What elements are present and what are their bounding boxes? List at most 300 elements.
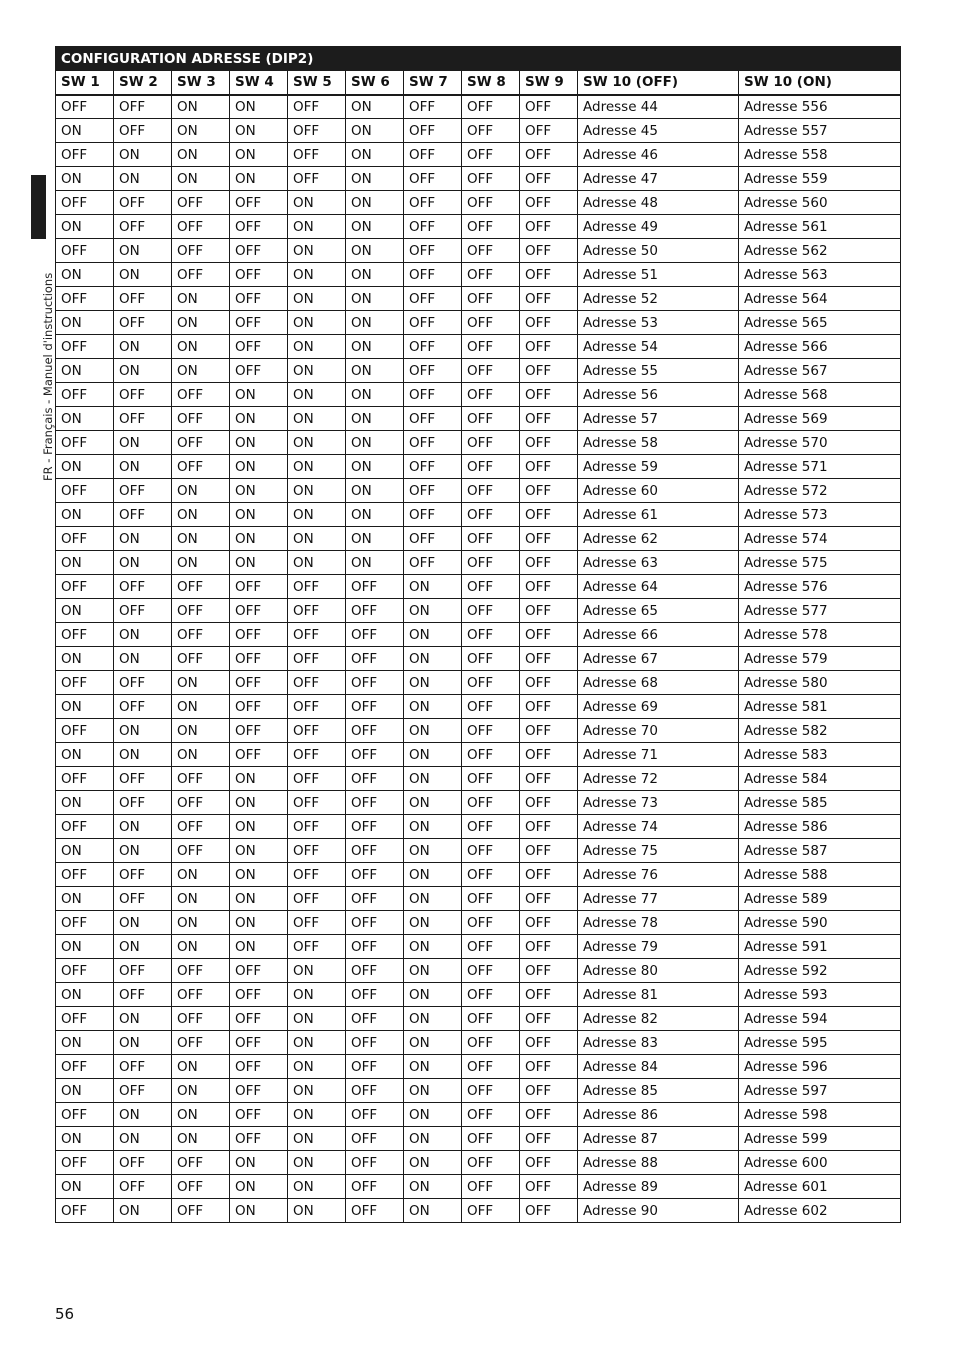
table-cell: OFF (404, 479, 462, 503)
table-cell: ON (288, 407, 346, 431)
table-cell: ON (114, 263, 172, 287)
table-cell: ON (56, 695, 114, 719)
table-cell: ON (288, 1007, 346, 1031)
table-cell: Adresse 53 (578, 311, 739, 335)
table-cell: Adresse 82 (578, 1007, 739, 1031)
table-cell: ON (404, 935, 462, 959)
table-cell: Adresse 58 (578, 431, 739, 455)
column-header: SW 1 (56, 71, 114, 95)
table-cell: OFF (230, 719, 288, 743)
table-cell: ON (172, 551, 230, 575)
table-row (56, 143, 901, 167)
table-row (56, 911, 901, 935)
table-cell: OFF (346, 863, 404, 887)
table-cell: ON (230, 887, 288, 911)
table-cell: OFF (230, 575, 288, 599)
table-row (56, 935, 901, 959)
table-cell: OFF (462, 935, 520, 959)
table-cell: ON (288, 1151, 346, 1175)
table-cell: OFF (230, 215, 288, 239)
table-cell: OFF (462, 95, 520, 119)
table-cell: OFF (462, 887, 520, 911)
table-cell: OFF (462, 503, 520, 527)
table-cell: ON (404, 1127, 462, 1151)
table-cell: ON (404, 863, 462, 887)
table-cell: OFF (172, 1007, 230, 1031)
table-cell: ON (172, 911, 230, 935)
table-cell: Adresse 68 (578, 671, 739, 695)
table-cell: OFF (230, 287, 288, 311)
table-cell: ON (230, 839, 288, 863)
table-cell: ON (172, 311, 230, 335)
table-cell: Adresse 599 (739, 1127, 901, 1151)
table-cell: OFF (462, 719, 520, 743)
table-cell: OFF (114, 1175, 172, 1199)
table-cell: OFF (520, 263, 578, 287)
table-cell: OFF (520, 623, 578, 647)
table-cell: Adresse 587 (739, 839, 901, 863)
table-cell: OFF (520, 1055, 578, 1079)
table-cell: OFF (56, 479, 114, 503)
table-cell: Adresse 62 (578, 527, 739, 551)
table-cell: Adresse 579 (739, 647, 901, 671)
table-cell: ON (346, 359, 404, 383)
table-cell: OFF (172, 191, 230, 215)
table-cell: OFF (230, 743, 288, 767)
table-cell: ON (56, 215, 114, 239)
table-cell: ON (230, 551, 288, 575)
table-cell: ON (288, 1103, 346, 1127)
table-cell: OFF (462, 1199, 520, 1223)
table-cell: Adresse 557 (739, 119, 901, 143)
table-cell: OFF (288, 887, 346, 911)
table-cell: ON (56, 503, 114, 527)
table-cell: OFF (520, 383, 578, 407)
table-cell: Adresse 589 (739, 887, 901, 911)
table-cell: OFF (114, 767, 172, 791)
table-cell: ON (172, 935, 230, 959)
table-cell: ON (172, 743, 230, 767)
table-cell: OFF (288, 719, 346, 743)
table-row (56, 1151, 901, 1175)
table-cell: ON (230, 935, 288, 959)
table-cell: ON (114, 719, 172, 743)
table-cell: OFF (288, 119, 346, 143)
table-cell: Adresse 578 (739, 623, 901, 647)
table-cell: OFF (404, 287, 462, 311)
table-cell: Adresse 572 (739, 479, 901, 503)
table-cell: ON (230, 431, 288, 455)
table-cell: OFF (114, 863, 172, 887)
table-cell: Adresse 47 (578, 167, 739, 191)
table-cell: ON (56, 1127, 114, 1151)
table-cell: OFF (346, 887, 404, 911)
table-cell: OFF (520, 1175, 578, 1199)
table-cell: ON (288, 1127, 346, 1151)
column-header: SW 10 (ON) (739, 71, 901, 95)
table-cell: OFF (288, 575, 346, 599)
table-cell: OFF (114, 383, 172, 407)
table-cell: OFF (404, 551, 462, 575)
table-cell: OFF (346, 1007, 404, 1031)
table-cell: ON (56, 791, 114, 815)
table-cell: Adresse 51 (578, 263, 739, 287)
table-cell: OFF (56, 623, 114, 647)
table-row (56, 1031, 901, 1055)
table-cell: OFF (520, 1079, 578, 1103)
table-cell: Adresse 583 (739, 743, 901, 767)
column-header: SW 4 (230, 71, 288, 95)
table-cell: ON (230, 767, 288, 791)
table-cell: OFF (520, 95, 578, 119)
table-cell: OFF (56, 431, 114, 455)
table-cell: ON (114, 335, 172, 359)
table-cell: OFF (56, 575, 114, 599)
table-title: CONFIGURATION ADRESSE (DIP2) (56, 47, 901, 71)
table-cell: OFF (114, 695, 172, 719)
table-cell: OFF (56, 1055, 114, 1079)
table-cell: OFF (230, 263, 288, 287)
table-row (56, 263, 901, 287)
table-cell: OFF (172, 623, 230, 647)
table-cell: ON (346, 479, 404, 503)
table-cell: OFF (462, 599, 520, 623)
table-cell: OFF (230, 239, 288, 263)
table-cell: ON (172, 335, 230, 359)
table-cell: OFF (172, 455, 230, 479)
table-cell: OFF (520, 1127, 578, 1151)
table-cell: OFF (288, 815, 346, 839)
table-cell: OFF (288, 767, 346, 791)
table-cell: OFF (404, 359, 462, 383)
table-cell: Adresse 590 (739, 911, 901, 935)
table-cell: ON (114, 815, 172, 839)
table-cell: OFF (230, 599, 288, 623)
table-cell: ON (230, 455, 288, 479)
table-cell: ON (114, 1031, 172, 1055)
table-cell: OFF (172, 647, 230, 671)
table-cell: ON (404, 839, 462, 863)
table-cell: OFF (172, 575, 230, 599)
table-cell: OFF (56, 1199, 114, 1223)
table-cell: Adresse 602 (739, 1199, 901, 1223)
table-cell: OFF (172, 1031, 230, 1055)
table-cell: ON (346, 455, 404, 479)
table-cell: OFF (462, 359, 520, 383)
table-cell: OFF (230, 959, 288, 983)
table-cell: ON (172, 119, 230, 143)
table-cell: ON (56, 311, 114, 335)
table-cell: OFF (288, 791, 346, 815)
table-cell: ON (404, 815, 462, 839)
table-cell: OFF (520, 767, 578, 791)
table-cell: Adresse 594 (739, 1007, 901, 1031)
table-row (56, 167, 901, 191)
table-cell: ON (56, 359, 114, 383)
table-cell: OFF (230, 695, 288, 719)
table-cell: OFF (462, 527, 520, 551)
table-cell: OFF (288, 911, 346, 935)
table-cell: ON (404, 1199, 462, 1223)
table-cell: OFF (520, 287, 578, 311)
table-cell: OFF (462, 335, 520, 359)
table-cell: OFF (114, 215, 172, 239)
table-cell: ON (288, 1031, 346, 1055)
table-cell: OFF (520, 671, 578, 695)
table-cell: OFF (520, 1031, 578, 1055)
table-cell: OFF (56, 719, 114, 743)
table-cell: ON (346, 431, 404, 455)
table-cell: OFF (230, 623, 288, 647)
table-cell: ON (288, 239, 346, 263)
table-cell: OFF (404, 215, 462, 239)
table-cell: ON (288, 1175, 346, 1199)
table-cell: OFF (346, 647, 404, 671)
table-cell: ON (230, 815, 288, 839)
table-cell: OFF (56, 959, 114, 983)
table-cell: Adresse 75 (578, 839, 739, 863)
table-cell: OFF (230, 1055, 288, 1079)
table-cell: ON (230, 383, 288, 407)
table-cell: Adresse 568 (739, 383, 901, 407)
table-cell: OFF (56, 767, 114, 791)
table-cell: OFF (346, 959, 404, 983)
table-cell: ON (230, 479, 288, 503)
table-cell: OFF (172, 959, 230, 983)
table-cell: OFF (288, 623, 346, 647)
table-cell: ON (56, 1079, 114, 1103)
table-cell: OFF (172, 599, 230, 623)
table-cell: OFF (462, 1007, 520, 1031)
table-cell: ON (114, 239, 172, 263)
table-cell: Adresse 44 (578, 95, 739, 119)
table-cell: OFF (462, 647, 520, 671)
table-cell: ON (56, 647, 114, 671)
table-cell: OFF (230, 1007, 288, 1031)
table-cell: OFF (520, 479, 578, 503)
table-row (56, 359, 901, 383)
table-cell: ON (346, 95, 404, 119)
table-cell: OFF (56, 815, 114, 839)
table-cell: OFF (520, 815, 578, 839)
table-cell: OFF (404, 143, 462, 167)
table-cell: OFF (520, 695, 578, 719)
table-cell: OFF (520, 527, 578, 551)
table-row (56, 815, 901, 839)
table-row (56, 551, 901, 575)
table-cell: OFF (346, 575, 404, 599)
table-cell: ON (404, 743, 462, 767)
table-row (56, 863, 901, 887)
table-row (56, 527, 901, 551)
table-cell: ON (56, 743, 114, 767)
table-cell: OFF (288, 695, 346, 719)
table-cell: ON (346, 263, 404, 287)
table-row (56, 623, 901, 647)
table-cell: ON (346, 143, 404, 167)
table-cell: OFF (346, 1151, 404, 1175)
table-cell: Adresse 55 (578, 359, 739, 383)
table-cell: OFF (404, 407, 462, 431)
table-cell: OFF (230, 1031, 288, 1055)
table-cell: OFF (520, 911, 578, 935)
table-row (56, 239, 901, 263)
table-cell: ON (114, 1103, 172, 1127)
table-cell: Adresse 88 (578, 1151, 739, 1175)
table-cell: OFF (462, 815, 520, 839)
table-cell: OFF (462, 911, 520, 935)
table-cell: Adresse 595 (739, 1031, 901, 1055)
table-cell: OFF (114, 503, 172, 527)
table-cell: Adresse 592 (739, 959, 901, 983)
table-cell: Adresse 49 (578, 215, 739, 239)
table-cell: OFF (404, 503, 462, 527)
table-cell: OFF (288, 95, 346, 119)
table-row (56, 839, 901, 863)
table-cell: OFF (114, 95, 172, 119)
table-cell: OFF (114, 887, 172, 911)
table-cell: OFF (404, 527, 462, 551)
table-cell: Adresse 563 (739, 263, 901, 287)
table-cell: OFF (520, 503, 578, 527)
table-cell: OFF (520, 407, 578, 431)
table-cell: OFF (462, 1127, 520, 1151)
table-cell: Adresse 71 (578, 743, 739, 767)
table-row (56, 503, 901, 527)
table-cell: ON (404, 911, 462, 935)
table-row (56, 1175, 901, 1199)
table-cell: OFF (172, 383, 230, 407)
table-cell: ON (346, 527, 404, 551)
table-cell: ON (404, 1103, 462, 1127)
table-cell: OFF (288, 839, 346, 863)
table-row (56, 743, 901, 767)
table-cell: ON (346, 191, 404, 215)
table-cell: OFF (346, 911, 404, 935)
table-cell: ON (404, 623, 462, 647)
table-cell: ON (288, 359, 346, 383)
table-row (56, 887, 901, 911)
table-cell: OFF (288, 599, 346, 623)
table-cell: Adresse 600 (739, 1151, 901, 1175)
table-cell: OFF (288, 167, 346, 191)
table-cell: OFF (520, 455, 578, 479)
column-header: SW 10 (OFF) (578, 71, 739, 95)
table-cell: OFF (520, 551, 578, 575)
table-cell: OFF (288, 143, 346, 167)
table-cell: OFF (346, 695, 404, 719)
table-cell: ON (288, 1199, 346, 1223)
table-cell: Adresse 596 (739, 1055, 901, 1079)
table-cell: ON (114, 527, 172, 551)
table-cell: OFF (462, 1055, 520, 1079)
table-cell: ON (230, 503, 288, 527)
table-cell: OFF (346, 839, 404, 863)
table-row (56, 959, 901, 983)
table-cell: ON (172, 479, 230, 503)
table-cell: ON (56, 887, 114, 911)
table-cell: ON (230, 911, 288, 935)
table-cell: ON (172, 887, 230, 911)
table-cell: OFF (56, 335, 114, 359)
table-cell: ON (288, 983, 346, 1007)
table-cell: Adresse 580 (739, 671, 901, 695)
table-cell: OFF (114, 1055, 172, 1079)
table-row (56, 1079, 901, 1103)
table-cell: OFF (462, 623, 520, 647)
table-cell: OFF (346, 1103, 404, 1127)
table-cell: OFF (462, 791, 520, 815)
table-cell: ON (114, 911, 172, 935)
table-cell: OFF (172, 1175, 230, 1199)
table-cell: Adresse 569 (739, 407, 901, 431)
table-cell: ON (230, 791, 288, 815)
table-cell: Adresse 593 (739, 983, 901, 1007)
table-cell: ON (404, 887, 462, 911)
table-cell: OFF (462, 959, 520, 983)
table-cell: ON (56, 1031, 114, 1055)
table-cell: ON (172, 671, 230, 695)
table-row (56, 335, 901, 359)
table-cell: ON (288, 191, 346, 215)
table-cell: ON (114, 743, 172, 767)
table-cell: ON (288, 215, 346, 239)
address-config-table (55, 46, 901, 1223)
table-cell: OFF (404, 383, 462, 407)
table-cell: ON (404, 1007, 462, 1031)
table-cell: Adresse 562 (739, 239, 901, 263)
table-cell: OFF (404, 263, 462, 287)
table-cell: ON (56, 551, 114, 575)
table-cell: OFF (520, 743, 578, 767)
table-cell: OFF (520, 239, 578, 263)
table-cell: OFF (462, 1031, 520, 1055)
table-cell: Adresse 573 (739, 503, 901, 527)
table-cell: ON (288, 287, 346, 311)
table-row (56, 1007, 901, 1031)
table-cell: OFF (56, 1151, 114, 1175)
table-cell: ON (172, 287, 230, 311)
table-cell: OFF (520, 887, 578, 911)
table-cell: OFF (56, 1103, 114, 1127)
table-row (56, 287, 901, 311)
table-cell: ON (288, 551, 346, 575)
table-cell: ON (346, 311, 404, 335)
table-cell: Adresse 56 (578, 383, 739, 407)
table-title-row (56, 47, 901, 71)
table-cell: Adresse 84 (578, 1055, 739, 1079)
table-cell: OFF (520, 191, 578, 215)
table-cell: Adresse 54 (578, 335, 739, 359)
table-cell: Adresse 80 (578, 959, 739, 983)
table-cell: OFF (346, 599, 404, 623)
table-cell: OFF (404, 119, 462, 143)
table-cell: ON (288, 1055, 346, 1079)
table-cell: OFF (172, 839, 230, 863)
table-cell: OFF (462, 695, 520, 719)
table-header-row (56, 71, 901, 95)
table-cell: ON (114, 623, 172, 647)
table-cell: OFF (346, 935, 404, 959)
table-cell: ON (288, 1079, 346, 1103)
table-cell: OFF (462, 1079, 520, 1103)
table-cell: ON (172, 95, 230, 119)
table-cell: OFF (56, 239, 114, 263)
table-cell: OFF (114, 575, 172, 599)
table-cell: OFF (346, 1055, 404, 1079)
table-cell: Adresse 561 (739, 215, 901, 239)
table-cell: OFF (346, 767, 404, 791)
